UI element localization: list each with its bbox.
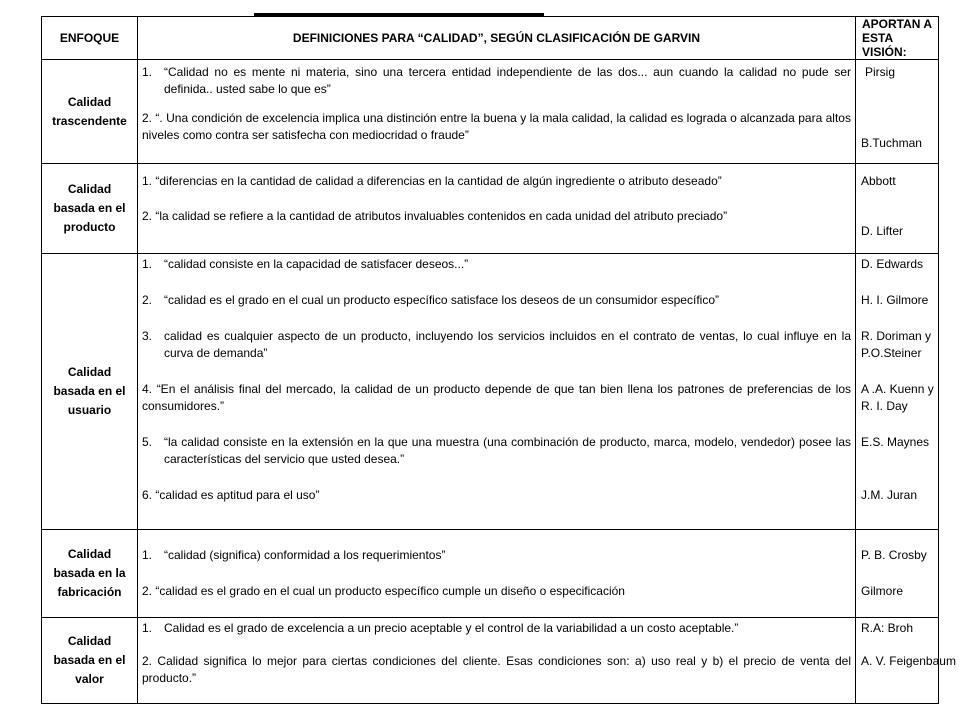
definition-item: 1. “diferencias en la cantidad de calidad a diferencias en la cantidad de algún ingrediente o atributo deseado” [142,174,722,188]
author: E.S. Maynes [861,435,930,449]
author: B.Tuchman [861,136,922,150]
table-row [42,530,939,618]
definition-item: 4. “En el análisis final del mercado, la calidad de un producto depende de que tan bien llena los patrones de preferencias de los consumidores.” [142,382,852,413]
definition-item: 3. calidad es cualquier aspecto de un producto, incluyendo los servicios incluidos en el contrato de ventas, lo cual influye en la curva de demanda” [142,329,851,360]
table-row [42,254,939,530]
authors-cell [856,530,939,618]
definition-item: 1. Calidad es el grado de excelencia a un precio aceptable y el control de la variabilidad a un costo aceptable.” [142,621,739,635]
table-row [42,164,939,254]
enfoque-cell: Calidad basada en el usuario [42,254,138,530]
definition-item: 6. “calidad es aptitud para el uso” [142,488,320,502]
definition-item: 1. “calidad consiste en la capacidad de satisfacer deseos...” [142,257,469,271]
header-enfoque: ENFOQUE [42,17,138,60]
author: J.M. Juran [861,488,918,502]
header-definiciones: DEFINICIONES PARA “CALIDAD”, SEGÚN CLASIFICACIÓN DE GARVIN [138,17,856,60]
author: Abbott [861,174,896,188]
definitions-cell [138,254,856,530]
author: A. V. Feigenbaum [861,654,956,668]
author: A .A. Kuenn y R. I. Day [861,382,934,413]
author: R. Doriman y P.O.Steiner [861,329,932,360]
definition-item: 2. “. Una condición de excelencia implica una distinción entre la buena y la mala calidad, la calidad es lograda o alcanzada para altos niveles como contra ser satisfecha con mediocridad o fraude” [142,111,851,142]
author: D. Lifter [861,224,904,238]
definition-item: 1. “calidad (significa) conformidad a los requerimientos” [142,548,446,562]
authors-cell [856,618,956,704]
authors-cell [856,164,939,254]
enfoque-cell: Calidad basada en el producto [42,164,138,254]
authors-cell [856,60,939,164]
author: H. I. Gilmore [861,293,929,307]
table-row [42,618,939,704]
definition-item: 2. Calidad significa lo mejor para ciertas condiciones del cliente. Esas condiciones son: a) uso real y b) el precio de venta del producto.” [142,654,851,685]
author: Gilmore [861,584,904,598]
enfoque-cell: Calidad basada en el valor [42,618,138,704]
definition-item: 1. “Calidad no es mente ni materia, sino una tercera entidad independiente de las dos... aun cuando la calidad no pude ser definida.. usted sabe lo que es” [142,65,851,96]
enfoque-cell: Calidad basada en la fabricación [42,530,138,618]
definitions-cell [138,164,856,254]
authors-cell [856,254,939,530]
enfoque-cell: Calidad trascendente [42,60,138,164]
author: D. Edwards [861,257,924,271]
header-aportan: APORTAN A ESTA VISIÓN: [856,17,939,60]
definitions-cell [138,530,856,618]
definition-item: 5. “la calidad consiste en la extensión en la que una muestra (una combinación de producto, marca, modelo, vendedor) posee las características del servicio que usted desea.” [142,435,851,466]
author: P. B. Crosby [861,548,927,562]
definition-item: 2. “la calidad se refiere a la cantidad de atributos invaluables contenidos en cada unidad del atributo preciado” [142,209,728,223]
author: R.A: Broh [861,621,914,635]
definitions-cell [138,60,856,164]
definition-item: 2. “calidad es el grado en el cual un producto específico satisface los deseos de un consumidor específico” [142,293,719,307]
definitions-cell [138,618,856,704]
author: Pirsig [865,65,896,79]
definition-item: 2. “calidad es el grado en el cual un producto específico cumple un diseño o especificación [142,584,625,598]
garvin-quality-table [41,16,956,704]
header-row [42,17,939,60]
table-row [42,60,939,164]
